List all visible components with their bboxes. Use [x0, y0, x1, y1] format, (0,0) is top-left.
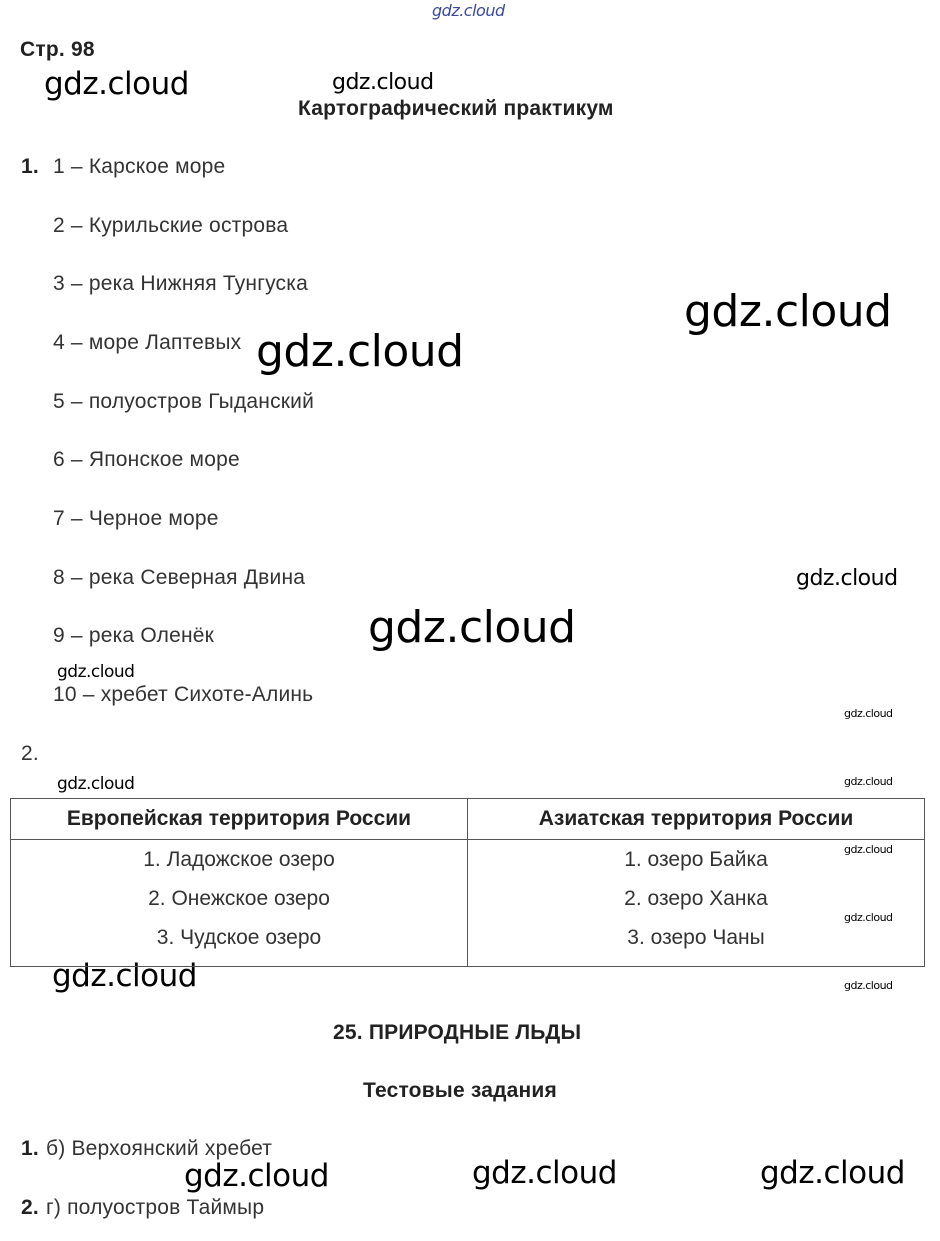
section-title: Картографический практикум — [298, 97, 614, 120]
watermark: gdz.cloud — [844, 775, 893, 788]
watermark: gdz.cloud — [844, 911, 893, 924]
task1-number: 1. — [21, 155, 39, 178]
watermark: gdz.cloud — [760, 1155, 905, 1191]
watermark: gdz.cloud — [57, 662, 135, 682]
task1-item: 8 – река Северная Двина — [53, 566, 306, 589]
task1-item: 6 – Японское море — [53, 448, 240, 471]
watermark: gdz.cloud — [57, 774, 135, 794]
chapter-title: 25. ПРИРОДНЫЕ ЛЬДЫ — [333, 1021, 582, 1044]
watermark: gdz.cloud — [844, 707, 893, 720]
watermark: gdz.cloud — [796, 566, 898, 591]
task1-item: 3 – река Нижняя Тунгуска — [53, 272, 308, 295]
task1-item: 5 – полуостров Гыданский — [53, 390, 315, 413]
table-header-asian: Азиатская территория России — [468, 799, 925, 840]
lake-item: 1. озеро Байка — [624, 848, 768, 871]
table-header-european: Европейская территория России — [11, 799, 468, 840]
test-number: 1. — [21, 1137, 39, 1160]
task1-item: 9 – река Оленёк — [53, 624, 215, 647]
lake-item: 3. озеро Чаны — [627, 926, 765, 949]
watermark: gdz.cloud — [844, 843, 893, 856]
task1-item: 10 – хребет Сихоте-Алинь — [53, 683, 314, 706]
lake-item: 1. Ладожское озеро — [143, 848, 335, 871]
watermark: gdz.cloud — [684, 286, 892, 337]
task1-item: 1 – Карское море — [53, 155, 226, 178]
watermark: gdz.cloud — [184, 1158, 329, 1194]
european-lakes-cell — [11, 840, 468, 967]
task1-item: 4 – море Лаптевых — [53, 331, 242, 354]
watermark: gdz.cloud — [44, 66, 189, 102]
watermark: gdz.cloud — [52, 958, 197, 994]
task1-item: 7 – Черное море — [53, 507, 219, 530]
asian-lakes-cell — [468, 840, 925, 967]
watermark: gdz.cloud — [368, 602, 576, 653]
watermark: gdz.cloud — [472, 1155, 617, 1191]
watermark: gdz.cloud — [256, 326, 464, 377]
watermark-top: gdz.cloud — [432, 1, 505, 20]
test-answer: г) полуостров Таймыр — [46, 1196, 265, 1219]
watermark: gdz.cloud — [844, 979, 893, 992]
lake-item: 2. озеро Ханка — [624, 887, 768, 910]
test-number: 2. — [21, 1196, 39, 1219]
lake-item: 3. Чудское озеро — [156, 926, 322, 949]
task2-number: 2. — [21, 742, 39, 765]
watermark: gdz.cloud — [332, 70, 434, 95]
test-answer: б) Верхоянский хребет — [46, 1137, 273, 1160]
lake-item: 2. Онежское озеро — [148, 887, 330, 910]
page-label: Стр. 98 — [20, 38, 95, 61]
territory-table — [10, 798, 925, 967]
tests-title: Тестовые задания — [363, 1079, 557, 1102]
task1-item: 2 – Курильские острова — [53, 214, 289, 237]
